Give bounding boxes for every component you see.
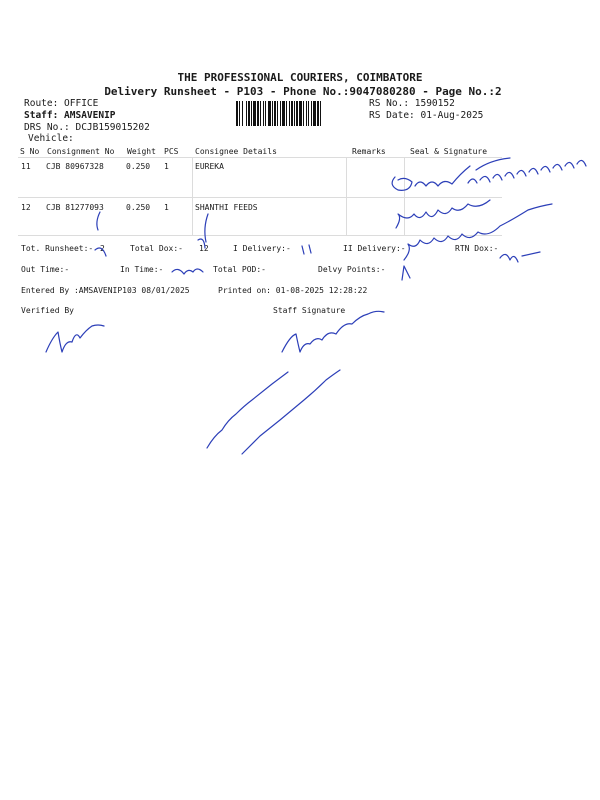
verified-signature — [46, 325, 104, 352]
row-consignment: CJB 81277093 — [46, 203, 104, 212]
tot-runsheet-label: Tot. Runsheet:- — [21, 244, 94, 253]
verified-by-label: Verified By — [21, 306, 74, 315]
row-consignee: SHANTHI FEEDS — [195, 203, 258, 212]
ink-mark — [302, 245, 311, 254]
tick-mark — [97, 212, 100, 230]
i-delivery-label: I Delivery:- — [233, 244, 291, 253]
vehicle-label: Vehicle: — [28, 133, 74, 144]
delvy-points-label: Delvy Points:- — [318, 265, 386, 274]
signature-eureka — [392, 158, 510, 190]
staff-label: Staff: AMSAVENIP — [24, 110, 116, 121]
updated-annotation — [207, 372, 288, 448]
col-seal-signature: Seal & Signature — [410, 147, 488, 156]
signature-shanthi — [396, 200, 490, 228]
row-consignee: EUREKA — [195, 162, 224, 171]
ii-delivery-label: II Delivery:- — [343, 244, 406, 253]
col-remarks: Remarks — [352, 147, 386, 156]
barcode — [236, 101, 362, 126]
col-pcs: PCS — [164, 147, 179, 156]
ink-mark — [500, 252, 540, 262]
route-label: Route: OFFICE — [24, 98, 99, 109]
total-dox-value: 12 — [199, 244, 209, 253]
table-header-rule — [18, 157, 502, 158]
row-sno: 11 — [21, 162, 31, 171]
table-bottom-rule — [18, 235, 502, 236]
row-weight: 0.250 — [126, 203, 151, 212]
drs-number: DRS No.: DCJB159015202 — [24, 122, 150, 133]
row-pcs: 1 — [164, 162, 169, 171]
runsheet-subtitle: Delivery Runsheet - P103 - Phone No.:9047080280 - Page No.:2 — [104, 85, 502, 98]
rtn-dox-label: RTN Dox:- — [455, 244, 499, 253]
printed-on: Printed on: 01-08-2025 12:28:22 — [218, 286, 368, 295]
row-consignment: CJB 80967328 — [46, 162, 104, 171]
entered-by: Entered By :AMSAVENIP103 08/01/2025 — [21, 286, 190, 295]
ink-mark — [172, 269, 203, 274]
total-pod-label: Total POD:- — [213, 265, 266, 274]
staff-signature-label: Staff Signature — [273, 306, 346, 315]
table-divider — [404, 157, 405, 235]
row-pcs: 1 — [164, 203, 169, 212]
tick-mark — [205, 214, 208, 242]
staff-signature — [282, 311, 384, 352]
tot-runsheet-value: 2 — [100, 244, 105, 253]
table-divider — [346, 157, 347, 235]
table-divider — [192, 157, 193, 235]
col-sno: S No — [20, 147, 40, 156]
table-row-rule — [18, 197, 502, 198]
rs-date: RS Date: 01-Aug-2025 — [369, 110, 484, 121]
company-name: THE PROFESSIONAL COURIERS, COIMBATORE — [177, 71, 423, 84]
ink-mark — [402, 266, 410, 280]
signature-phone — [468, 160, 586, 183]
total-dox-label: Total Dox:- — [130, 244, 183, 253]
in-time-label: In Time:- — [120, 265, 164, 274]
col-consignment: Consignment No — [47, 147, 115, 156]
rs-number: RS No.: 1590152 — [369, 98, 455, 109]
col-weight: Weight — [127, 147, 156, 156]
col-consignee: Consignee Details — [195, 147, 277, 156]
row-weight: 0.250 — [126, 162, 151, 171]
amsaveni-annotation — [242, 370, 340, 454]
out-time-label: Out Time:- — [21, 265, 70, 274]
row-sno: 12 — [21, 203, 31, 212]
